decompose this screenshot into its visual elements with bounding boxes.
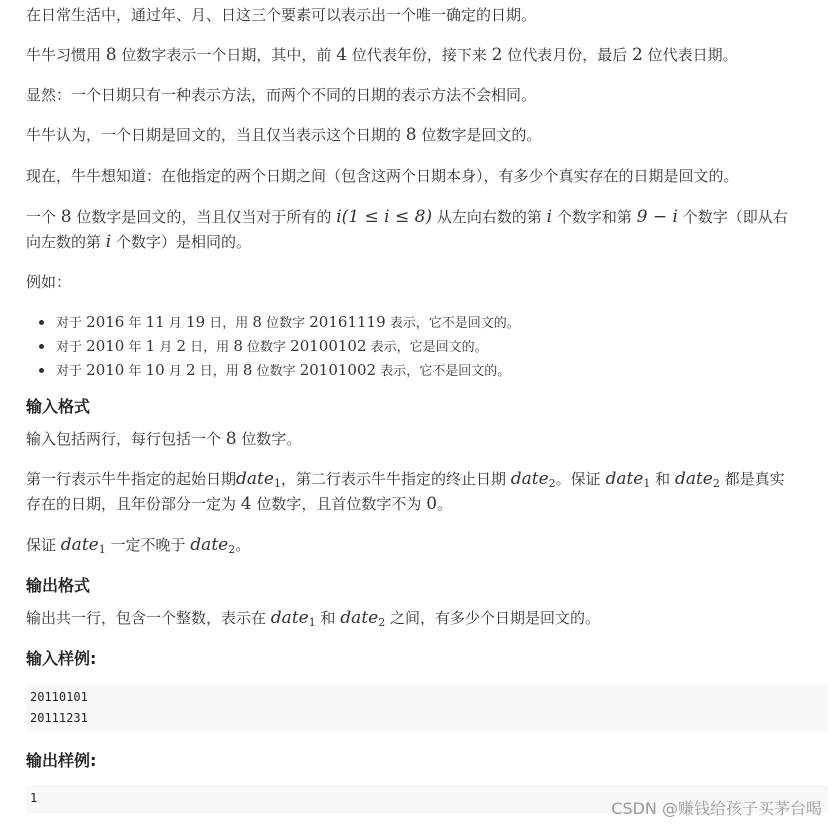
input-format-heading: 输入格式 (26, 397, 91, 416)
sample-input-heading: 输入样例: (26, 649, 97, 668)
input-format-paragraph-2-line-2: 存在的日期，且年份部分一定为 4 位数字，且首位数字不为 0。 (26, 494, 453, 514)
intro-paragraph-3: 显然：一个日期只有一种表示方法，而两个不同的日期的表示方法不会相同。 (26, 86, 537, 104)
sample-output-heading: 输出样例: (26, 751, 97, 770)
output-format-heading: 输出格式 (26, 576, 91, 595)
intro-paragraph-4: 牛牛认为，一个日期是回文的，当且仅当表示这个日期的 8 位数字是回文的。 (26, 125, 542, 145)
intro-paragraph-1: 在日常生活中，通过年、月、日这三个要素可以表示出一个唯一确定的日期。 (26, 6, 537, 24)
input-format-paragraph-3: 保证 date$_1$ 一定不晚于 date$_2$。 (26, 535, 251, 556)
input-format-paragraph-2-line-1: 第一行表示牛牛指定的起始日期date$_1$，第二行表示牛牛指定的终止日期 date$_2$。保证 date$_1$ 和 date$_2$ 都是真实 (26, 469, 785, 490)
code-line: 1 (30, 791, 38, 805)
output-format-paragraph: 输出共一行，包含一个整数，表示在 date$_1$ 和 date$_2$ 之间，有多少个日期是回文的。 (26, 608, 601, 629)
input-format-paragraph-1: 输入包括两行，每行包括一个 8 位数字。 (26, 429, 302, 449)
intro-paragraph-6-line-2: 向左数的第 i 个数字）是相同的。 (26, 232, 252, 252)
csdn-watermark: CSDN @赚钱给孩子买茅台喝 (611, 799, 822, 818)
examples-list (26, 310, 520, 382)
list-item: 对于 2010 年 1 月 2 日，用 8 位数字 20100102 表示，它是回文的。 (26, 334, 520, 358)
intro-paragraph-5: 现在，牛牛想知道：在他指定的两个日期之间（包含这两个日期本身），有多少个真实存在的日期是回文的。 (26, 167, 739, 185)
list-item: 对于 2016 年 11 月 19 日，用 8 位数字 20161119 表示，它不是回文的。 (26, 310, 520, 334)
code-line: 20110101 (30, 690, 88, 704)
intro-paragraph-6-line-1: 一个 8 位数字是回文的，当且仅当对于所有的 i(1 ≤ i ≤ 8) 从左向右数的第 i 个数字和第 9 − i 个数字（即从右 (26, 207, 788, 227)
code-line: 20111231 (30, 711, 88, 725)
sample-input-code-block (26, 684, 828, 732)
list-item: 对于 2010 年 10 月 2 日，用 8 位数字 20101002 表示，它不是回文的。 (26, 358, 520, 382)
intro-paragraph-2: 牛牛习惯用 8 位数字表示一个日期，其中，前 4 位代表年份，接下来 2 位代表月份，最后 2 位代表日期。 (26, 45, 738, 65)
intro-paragraph-7: 例如： (26, 273, 72, 291)
